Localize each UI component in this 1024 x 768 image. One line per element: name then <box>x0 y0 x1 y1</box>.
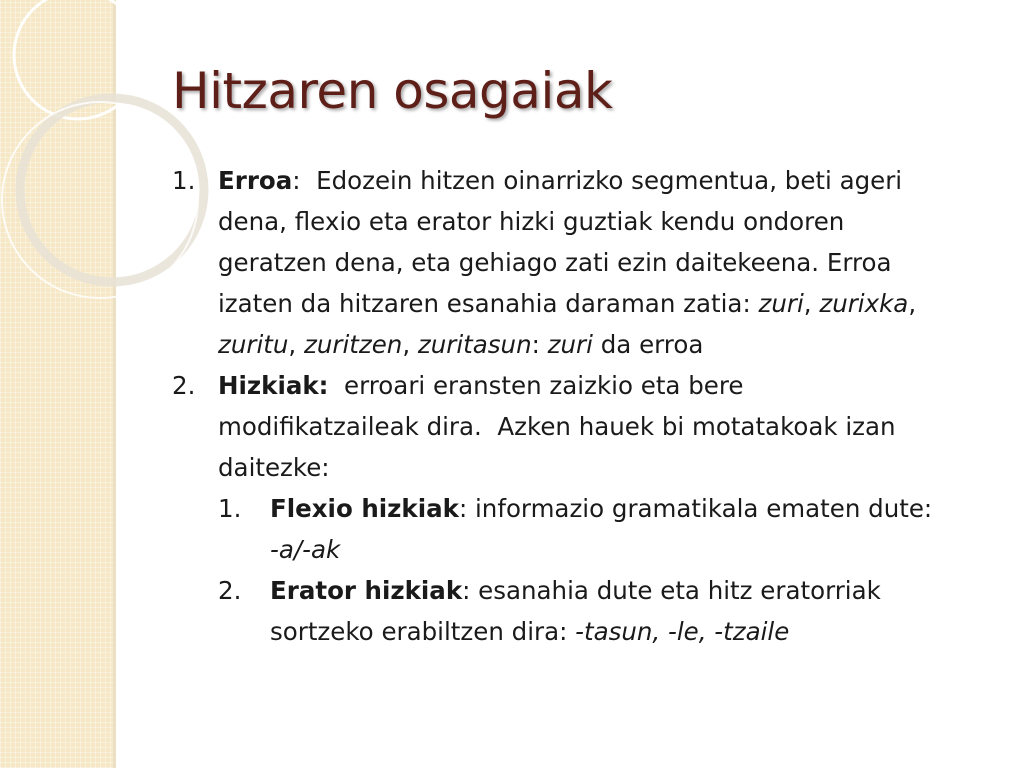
term-hizkiak: Hizkiak: <box>218 371 329 400</box>
example-tail-text: da erroa <box>592 330 704 359</box>
example-separator: , <box>803 289 820 318</box>
example-separator: , <box>288 330 304 359</box>
term-flexio-hizkiak: Flexio hizkiak <box>270 494 459 523</box>
list-number: 1. <box>172 166 196 195</box>
example-root-word: zuri <box>547 330 593 359</box>
example-separator: , <box>908 289 917 318</box>
slide-body <box>172 160 942 652</box>
erator-examples: -tasun, -le, -tzaile <box>575 617 790 646</box>
list-item-erroa <box>172 160 942 365</box>
erator-definition: : esanahia dute eta hitz eratorriak sortzeko erabiltzen dira: <box>270 576 881 646</box>
erroa-definition: Edozein hitzen oinarrizko segmentua, beti ageri dena, flexio eta erator hizki guztiak kendu ondoren geratzen dena, eta gehiago zati ezin daitekeena. Erroa izaten da hitzaren esanahia daraman zatia: <box>218 166 910 318</box>
example-separator: , <box>402 330 418 359</box>
example-separator: : <box>531 330 548 359</box>
example-word: zurixka <box>819 289 909 318</box>
list-item-hizkiak <box>172 365 942 488</box>
example-word: zuri <box>758 289 804 318</box>
example-word: zuritzen <box>303 330 403 359</box>
example-word: zuritasun <box>417 330 532 359</box>
flexio-examples: -a/-ak <box>270 535 341 564</box>
hizkiak-definition: erroari eransten zaizkio eta bere modifikatzaileak dira. Azken hauek bi motatakoak izan daitezke: <box>218 371 904 482</box>
term-colon: : <box>292 166 301 195</box>
sublist-item-flexio <box>218 488 942 570</box>
sublist-number: 1. <box>218 494 242 523</box>
list-number: 2. <box>172 371 196 400</box>
sublist-number: 2. <box>218 576 242 605</box>
slide-title: Hitzaren osagaiak <box>172 62 613 120</box>
decor-circle-thin <box>2 102 198 298</box>
example-word: zuritu <box>218 330 289 359</box>
term-erroa: Erroa <box>218 166 293 195</box>
sublist-item-erator <box>218 570 942 652</box>
term-erator-hizkiak: Erator hizkiak <box>270 576 463 605</box>
flexio-definition: : informazio gramatikala ematen dute: <box>458 494 933 523</box>
